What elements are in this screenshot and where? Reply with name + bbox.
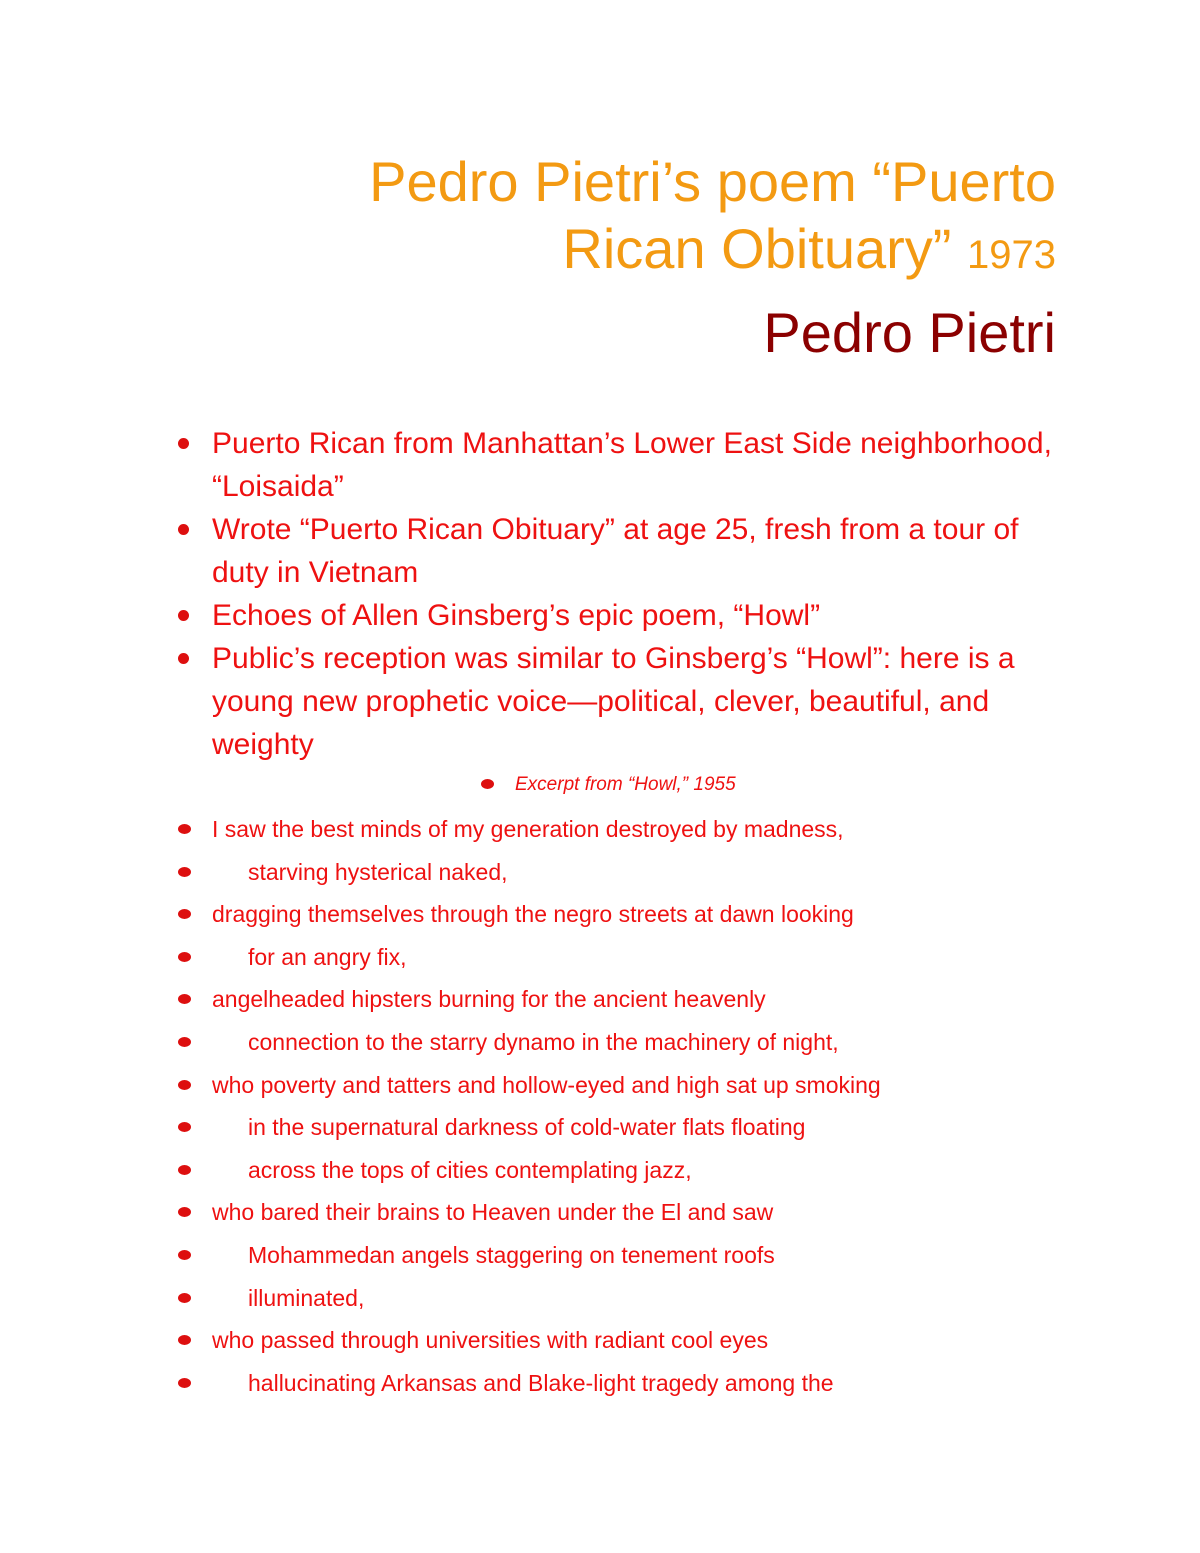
- bullet-icon: [178, 952, 191, 962]
- poem-line-text: Mohammedan angels staggering on tenement roofs: [248, 1241, 775, 1268]
- page-title-line-1: Pedro Pietri’s poem “Puerto: [369, 150, 1056, 213]
- poem-line: [178, 1362, 881, 1405]
- bullet-icon: [178, 1378, 191, 1388]
- bullet-icon: [178, 1335, 191, 1345]
- bullet-icon: [178, 1037, 191, 1047]
- bio-bullet-list: [178, 422, 1078, 766]
- poem-line-text: across the tops of cities contemplating jazz,: [248, 1156, 692, 1183]
- bullet-icon: [178, 524, 189, 535]
- poem-line-text: in the supernatural darkness of cold-water flats floating: [248, 1114, 806, 1141]
- poem-line-text: who bared their brains to Heaven under the El and saw: [212, 1199, 774, 1226]
- bullet-icon: [178, 1293, 191, 1303]
- poem-line: [178, 851, 881, 894]
- list-item: [178, 422, 1078, 508]
- list-item-text: Public’s reception was similar to Ginsberg’s “Howl”: here is a young new prophetic voice—political, clever, beautiful, and weighty: [212, 642, 1015, 761]
- poem-line-text: for an angry fix,: [248, 943, 407, 970]
- page-title-line-2: [369, 215, 1056, 289]
- list-item: [178, 637, 1078, 766]
- list-item-text: Puerto Rican from Manhattan’s Lower East Side neighborhood, “Loisaida”: [212, 427, 1052, 503]
- bullet-icon: [178, 1165, 191, 1175]
- poem-line-text: I saw the best minds of my generation destroyed by madness,: [212, 816, 844, 842]
- bullet-icon: [178, 824, 191, 834]
- poem-line: [178, 1106, 881, 1149]
- page-title-poem-name: Rican Obituary”: [562, 217, 952, 280]
- bullet-icon: [178, 867, 191, 877]
- poem-line-text: who passed through universities with radiant cool eyes: [212, 1327, 769, 1354]
- poem-line: [178, 1191, 881, 1234]
- poem-line: [178, 1277, 881, 1320]
- author-name: Pedro Pietri: [763, 301, 1056, 364]
- bullet-icon: [178, 438, 189, 449]
- poem-line: [178, 1319, 881, 1362]
- poem-line: [178, 1021, 881, 1064]
- poem-line: [178, 808, 881, 851]
- bullet-icon: [178, 610, 189, 621]
- list-item: [178, 594, 1078, 637]
- bullet-icon: [178, 653, 189, 664]
- list-item-text: Echoes of Allen Ginsberg’s epic poem, “Howl”: [212, 599, 821, 632]
- poem-line-text: angelheaded hipsters burning for the ancient heavenly: [212, 986, 766, 1013]
- poem-line-text: who poverty and tatters and hollow-eyed and high sat up smoking: [212, 1071, 881, 1098]
- excerpt-heading-text: Excerpt from “Howl,” 1955: [515, 774, 736, 795]
- bullet-icon: [178, 1250, 191, 1260]
- poem-line-text: dragging themselves through the negro streets at dawn looking: [212, 901, 854, 928]
- poem-line: [178, 978, 881, 1021]
- page-title-year: 1973: [967, 233, 1056, 277]
- poem-line-text: connection to the starry dynamo in the machinery of night,: [248, 1028, 839, 1055]
- poem-line-text: hallucinating Arkansas and Blake-light tragedy among the: [248, 1369, 834, 1396]
- poem-line: [178, 893, 881, 936]
- bullet-icon: [178, 994, 191, 1004]
- excerpt-heading: [481, 774, 736, 796]
- bullet-icon: [178, 1080, 191, 1090]
- list-item-text: Wrote “Puerto Rican Obituary” at age 25, fresh from a tour of duty in Vietnam: [212, 513, 1019, 589]
- poem-line: [178, 1149, 881, 1192]
- bullet-icon: [481, 779, 494, 789]
- poem-line: [178, 1064, 881, 1107]
- bullet-icon: [178, 1207, 191, 1217]
- poem-excerpt-list: [178, 808, 881, 1404]
- bullet-icon: [178, 1122, 191, 1132]
- title-block: [369, 148, 1056, 366]
- poem-line-text: starving hysterical naked,: [248, 858, 508, 885]
- poem-line: [178, 1234, 881, 1277]
- list-item: [178, 508, 1078, 594]
- bullet-icon: [178, 909, 191, 919]
- poem-line-text: illuminated,: [248, 1284, 365, 1311]
- poem-line: [178, 936, 881, 979]
